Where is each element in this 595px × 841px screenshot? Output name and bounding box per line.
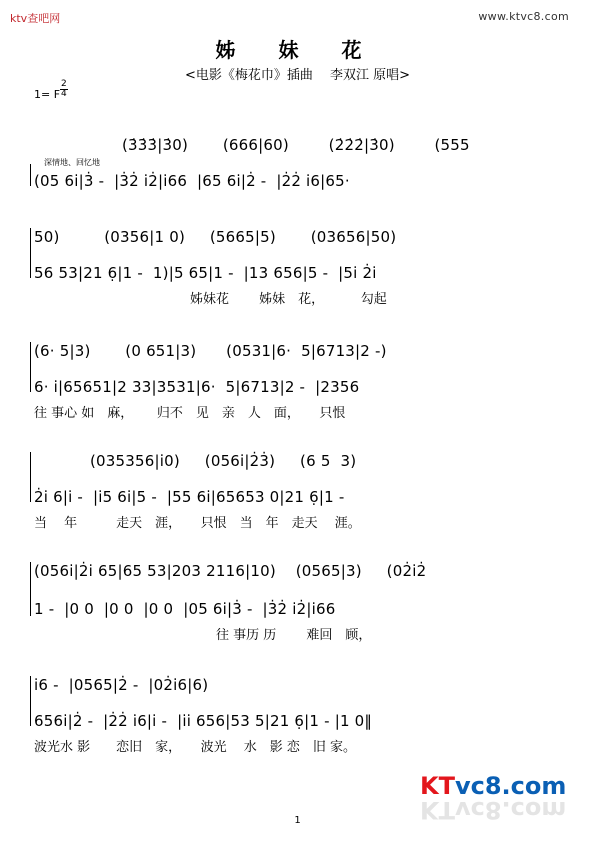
site-watermark-left: ktv查吧网	[10, 12, 61, 25]
upper-part: (035356|i̇0) (056i̇|2̇3̇) (6 5 3)	[90, 452, 357, 470]
lower-part: 1 - |0 0 |0 0 |0 0 |05 6i̇|3̇ - |3̇2̇ i̇2̇|i̇66	[34, 600, 336, 618]
meter-bottom: 4	[61, 89, 67, 99]
music-system-4	[30, 452, 570, 532]
lyrics-line: 往 事历 历 难回 顾，	[34, 628, 372, 643]
logo-reflection-k: K	[420, 796, 439, 824]
lower-part: (05 6i̇|3̇ - |3̇2̇ i̇2̇|i̇66 |65 6i̇|2̇ - |2̇2̇ i̇6|65·	[34, 172, 350, 190]
upper-part: (3̇3̇3̇|3̇0) (666|60) (2̇2̇2̇|3̇0) (555	[122, 136, 470, 154]
system-bracket	[30, 164, 31, 186]
meter-top: 2	[61, 79, 67, 89]
expression-mark: 深情地、回忆地	[44, 158, 100, 167]
lower-part: 656i̇|2̇ - |2̇2̇ i̇6|i̇ - |i̇i̇ 656|53 5|21 6̣|1 - |1 0‖	[34, 712, 373, 730]
upper-part: (056i̇|2̇i̇ 65|65 53|203 2116|10) (0565|3) (02̇i̇2̇	[34, 562, 427, 580]
page-number: 1	[294, 815, 301, 826]
lower-part: 56 53|21 6̣|1 - 1)|5 65|1 - |13 656|5 - |5i̇ 2̇i̇	[34, 264, 377, 282]
lyrics-line: 往 事心 如 麻， 归不 见 亲 人 面， 只恨	[34, 406, 346, 421]
music-system-2	[30, 228, 570, 308]
logo-k: K	[420, 772, 439, 800]
logo-rest: vc8.com	[454, 772, 567, 800]
key-signature: 1= F	[34, 88, 61, 101]
system-bracket	[30, 676, 31, 726]
upper-part: i̇6 - |0565|2̇ - |02̇i̇6|6)	[34, 676, 209, 694]
song-subtitle: <电影《梅花巾》插曲 李双江 原唱>	[184, 68, 411, 83]
lower-part: 6· i̇|65651|2 33|3531|6· 5|6713|2 - |2356	[34, 378, 360, 396]
lyrics-line: 波光水 影 恋旧 家， 波光 水 影 恋 旧 家。	[34, 740, 357, 755]
lyrics-line: 姊妹花 姊妹 花， 勾起	[34, 292, 387, 307]
music-system-6	[30, 676, 570, 756]
time-signature	[60, 80, 68, 99]
system-bracket	[30, 342, 31, 392]
logo-reflection-rest: vc8.com	[454, 796, 567, 824]
system-bracket	[30, 228, 31, 278]
song-title: 姊 妹 花	[215, 38, 380, 62]
logo-reflection-t: T	[438, 796, 455, 824]
system-bracket	[30, 562, 31, 616]
music-system-1	[30, 136, 570, 206]
logo-t: T	[438, 772, 455, 800]
lyrics-line: 当 年 走天 涯， 只恨 当 年 走天 涯。	[34, 516, 361, 531]
music-system-5	[30, 562, 570, 652]
upper-part: (6· 5|3) (0 651|3) (0531|6· 5|6713|2 -)	[34, 342, 387, 360]
music-system-3	[30, 342, 570, 422]
system-bracket	[30, 452, 31, 502]
upper-part: 50) (0356|1 0) (5665|5) (03656|50)	[34, 228, 397, 246]
lower-part: 2̇i̇ 6|i̇ - |i̇5 6i̇|5 - |55 6i̇|65653 0|21 6̣|1 -	[34, 488, 345, 506]
site-url: www.ktvc8.com	[478, 10, 569, 23]
